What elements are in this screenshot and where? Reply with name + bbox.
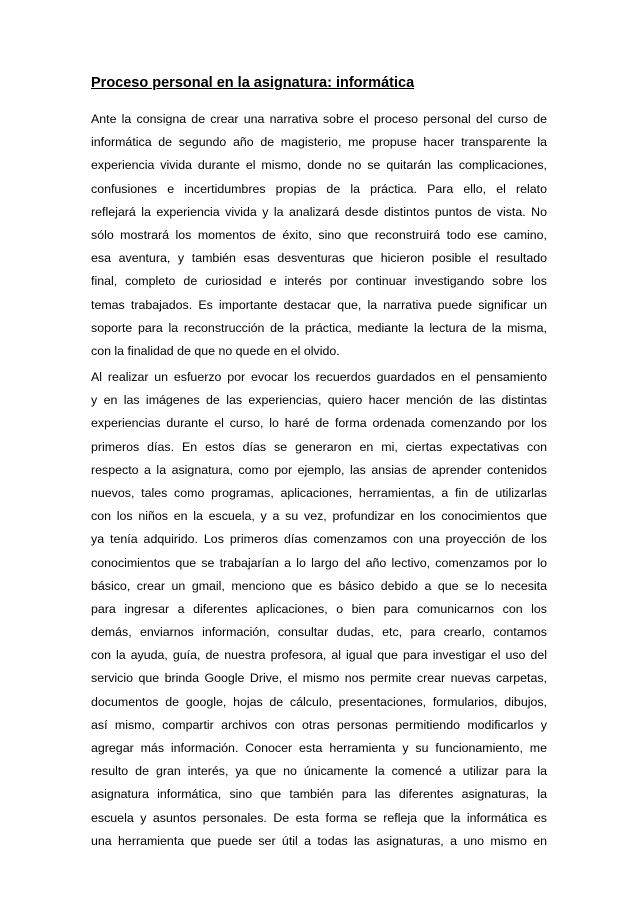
text-line: primeros días. En estos días se generaron en mi, ciertas expectativas con — [91, 439, 547, 454]
text-line: temas trabajados. Es importante destacar que, la narrativa puede significar un — [91, 297, 547, 312]
text-line: soporte para la reconstrucción de la práctica, mediante la lectura de la misma, — [91, 320, 547, 335]
text-line: Al realizar un esfuerzo por evocar los recuerdos guardados en el pensamiento — [91, 370, 547, 384]
text-line: sólo mostrará los momentos de éxito, sino que reconstruirá todo ese camino, — [91, 227, 547, 242]
text-line: servicio que brinda Google Drive, el mismo nos permite crear nuevas carpetas, — [91, 671, 547, 686]
text-line: ya tenía adquirido. Los primeros días comenzamos con una proyección de los — [91, 532, 547, 547]
text-line: conocimientos que se trabajarían a lo largo del año lectivo, comenzamos por lo — [91, 555, 547, 570]
text-line: agregar más información. Conocer esta herramienta y su funcionamiento, me — [91, 741, 547, 755]
text-line: una herramienta que puede ser útil a todas las asignaturas, a uno mismo en — [91, 833, 547, 848]
text-line: Ante la consigna de crear una narrativa sobre el proceso personal del curso de — [91, 112, 547, 126]
text-line: nuevos, tales como programas, aplicaciones, herramientas, a fin de utilizarlas — [91, 485, 547, 500]
text-line: así mismo, compartir archivos con otras personas permitiendo modificarlos y — [91, 717, 547, 732]
text-line: básico, crear un gmail, menciono que es básico debido a que se lo necesita — [91, 578, 547, 593]
text-line: escuela y asuntos personales. De esta forma se refleja que la informática es — [91, 810, 547, 825]
text-line: con los niños en la escuela, y a su vez, profundizar en los conocimientos que — [91, 509, 547, 524]
text-line: esa aventura, y también esas desventuras que hicieron posible el resultado — [91, 251, 547, 266]
text-line: experiencias durante el curso, lo haré de forma ordenada comenzando por los — [91, 416, 547, 431]
document-title: Proceso personal en la asignatura: informática — [91, 75, 415, 91]
text-line: documentos de google, hojas de cálculo, presentaciones, formularios, dibujos, — [91, 694, 547, 709]
text-line: para ingresar a diferentes aplicaciones, o bien para comunicarnos con los — [91, 601, 547, 616]
text-line: experiencia vivida durante el mismo, donde no se quitarán las complicaciones, — [91, 158, 547, 173]
text-line: confusiones e incertidumbres propias de la práctica. Para ello, el relato — [91, 181, 547, 196]
text-line: reflejará la experiencia vivida y la analizará desde distintos puntos de vista. No — [91, 204, 547, 219]
text-line: y en las imágenes de las experiencias, quiero hacer mención de las distintas — [91, 393, 547, 408]
text-line: final, completo de curiosidad e interés por continuar investigando sobre los — [91, 274, 547, 289]
text-line: con la ayuda, guía, de nuestra profesora, al igual que para investigar el uso del — [91, 648, 547, 663]
text-line: con la finalidad de que no quede en el olvido. — [91, 343, 340, 358]
text-line: resulto de gran interés, ya que no únicamente la comencé a utilizar para la — [91, 764, 547, 779]
text-line: demás, enviarnos información, consultar dudas, etc, para crearlo, contamos — [91, 625, 547, 640]
text-line: informática de segundo año de magisterio, me propuse hacer transparente la — [91, 135, 547, 150]
text-line: asignatura informática, sino que también para las diferentes asignaturas, la — [91, 787, 547, 802]
text-line: respecto a la asignatura, como por ejemplo, las ansias de aprender contenidos — [91, 462, 547, 477]
paragraph-experiences — [91, 366, 547, 853]
paragraph-intro — [91, 108, 547, 363]
